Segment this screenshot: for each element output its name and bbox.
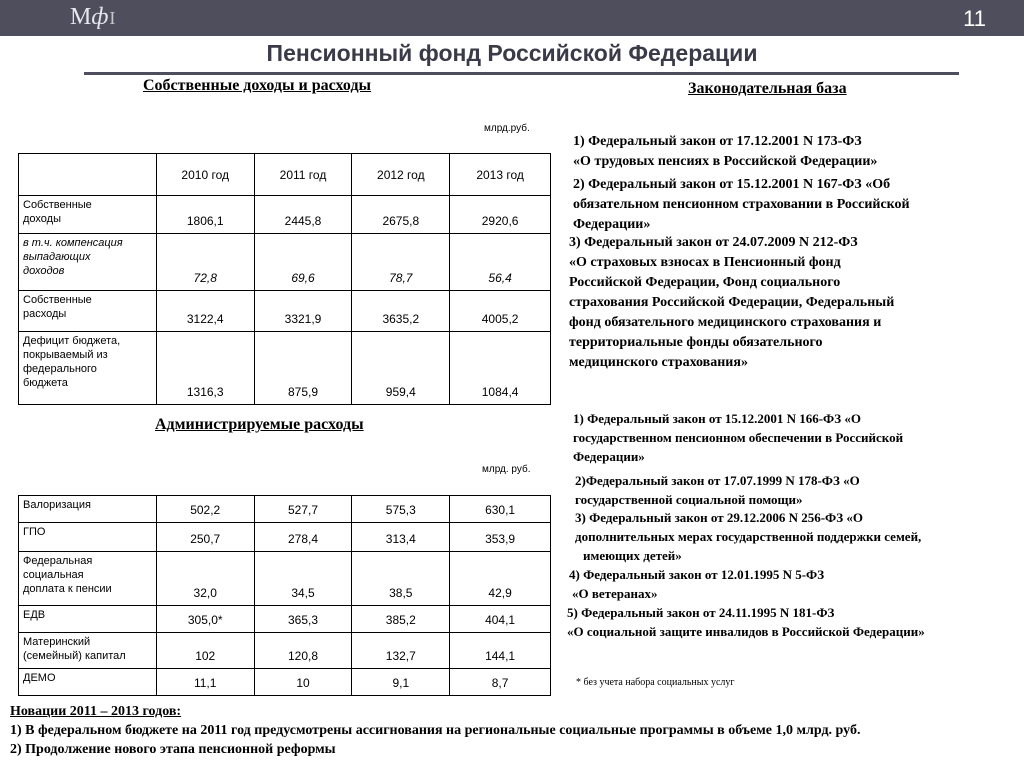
admin-table [18, 495, 551, 696]
year-header: 2010 год [156, 154, 254, 196]
table-row [19, 633, 551, 669]
value-cell: 3635,2 [352, 291, 450, 332]
value-cell: 250,7 [156, 523, 254, 552]
value-cell: 3122,4 [156, 291, 254, 332]
law-item: 5) Федеральный закон от 24.11.1995 N 181-ФЗ «О социальной защите инвалидов в Российской Федерации» [567, 605, 925, 639]
value-cell: 630,1 [450, 496, 551, 523]
table-row [19, 606, 551, 633]
row-label: в т.ч. компенсация выпадающих доходов [19, 234, 157, 291]
table-row [19, 234, 551, 291]
row-label: Собственные доходы [19, 196, 157, 234]
table-row [19, 196, 551, 234]
table-row [19, 669, 551, 696]
row-label: Федеральная социальная доплата к пенсии [19, 552, 157, 606]
value-cell: 32,0 [156, 552, 254, 606]
value-cell: 2445,8 [254, 196, 352, 234]
value-cell: 3321,9 [254, 291, 352, 332]
value-cell: 1084,4 [450, 332, 551, 405]
value-cell: 69,6 [254, 234, 352, 291]
value-cell: 8,7 [450, 669, 551, 696]
value-cell: 2920,6 [450, 196, 551, 234]
law-item: 2)Федеральный закон от 17.07.1999 N 178-ФЗ «О государственной социальной помощи» [575, 473, 860, 507]
value-cell: 4005,2 [450, 291, 551, 332]
value-cell: 2675,8 [352, 196, 450, 234]
table-header-cell [19, 154, 157, 196]
value-cell: 11,1 [156, 669, 254, 696]
law-item: 2) Федеральный закон от 15.12.2001 N 167-ФЗ «Об обязательном пенсионном страховании в Российской Федерации» [573, 177, 910, 232]
value-cell: 404,1 [450, 606, 551, 633]
table-row [19, 496, 551, 523]
value-cell: 132,7 [352, 633, 450, 669]
innovations-block [10, 702, 860, 759]
value-cell: 305,0* [156, 606, 254, 633]
income-unit: млрд.руб. [484, 123, 530, 134]
value-cell: 353,9 [450, 523, 551, 552]
value-cell: 278,4 [254, 523, 352, 552]
year-header: 2011 год [254, 154, 352, 196]
value-cell: 102 [156, 633, 254, 669]
table-header-row [19, 154, 551, 196]
admin-unit: млрд. руб. [482, 464, 531, 475]
row-label: Дефицит бюджета, покрываемый из федерального бюджета [19, 332, 157, 405]
table-row [19, 291, 551, 332]
value-cell: 385,2 [352, 606, 450, 633]
value-cell: 56,4 [450, 234, 551, 291]
law-item: 3) Федеральный закон от 29.12.2006 N 256-ФЗ «О дополнительных мерах государственной поддержки семей, имеющих детей» [575, 510, 922, 563]
page-number: 11 [963, 6, 986, 31]
admin-heading: Администрируемые расходы [155, 416, 364, 433]
footnote: * без учета набора социальных услуг [576, 677, 735, 688]
innovation-item: 2) Продолжение нового этапа пенсионной реформы [10, 742, 336, 757]
value-cell: 38,5 [352, 552, 450, 606]
law-item: 3) Федеральный закон от 24.07.2009 N 212-ФЗ «О страховых взносах в Пенсионный фонд Российской Федерации, Фонд социального страхования Российской Федерации, Федеральный фонд обязательного медицинского страхования и территориальные фонды обязательного медицинского страхования» [569, 235, 895, 370]
value-cell: 365,3 [254, 606, 352, 633]
year-header: 2012 год [352, 154, 450, 196]
row-label: ДЕМО [19, 669, 157, 696]
value-cell: 875,9 [254, 332, 352, 405]
value-cell: 1316,3 [156, 332, 254, 405]
row-label: Собственные расходы [19, 291, 157, 332]
value-cell: 42,9 [450, 552, 551, 606]
row-label: Материнский (семейный) капитал [19, 633, 157, 669]
row-label: ЕДВ [19, 606, 157, 633]
law-item: 1) Федеральный закон от 15.12.2001 N 166-ФЗ «О государственном пенсионном обеспечении в Российской Федерации» [573, 411, 904, 464]
value-cell: 575,3 [352, 496, 450, 523]
value-cell: 1806,1 [156, 196, 254, 234]
table-row [19, 552, 551, 606]
value-cell: 959,4 [352, 332, 450, 405]
value-cell: 502,2 [156, 496, 254, 523]
row-label: Валоризация [19, 496, 157, 523]
income-heading: Собственные доходы и расходы [143, 77, 372, 94]
row-label: ГПО [19, 523, 157, 552]
value-cell: 72,8 [156, 234, 254, 291]
legal-base-heading: Законодательная база [688, 80, 847, 97]
law-item: 4) Федеральный закон от 12.01.1995 N 5-ФЗ «О ветеранах» [569, 567, 825, 601]
value-cell: 120,8 [254, 633, 352, 669]
income-table [18, 153, 551, 405]
innovations-heading: Новации 2011 – 2013 годов: [10, 704, 182, 719]
value-cell: 78,7 [352, 234, 450, 291]
header-bar [0, 0, 1024, 36]
law-item: 1) Федеральный закон от 17.12.2001 N 173-ФЗ «О трудовых пенсиях в Российской Федерации» [573, 134, 878, 169]
value-cell: 10 [254, 669, 352, 696]
innovation-item: 1) В федеральном бюджете на 2011 год предусмотрены ассигнования на региональные социальные программы в объеме 1,0 млрд. руб. [10, 723, 861, 738]
year-header: 2013 год [450, 154, 551, 196]
value-cell: 527,7 [254, 496, 352, 523]
table-row [19, 523, 551, 552]
value-cell: 9,1 [352, 669, 450, 696]
table-row [19, 332, 551, 405]
value-cell: 34,5 [254, 552, 352, 606]
page-title: Пенсионный фонд Российской Федерации [266, 40, 758, 66]
title-divider [84, 72, 959, 75]
value-cell: 313,4 [352, 523, 450, 552]
value-cell: 144,1 [450, 633, 551, 669]
logo: МфІ [70, 4, 116, 30]
